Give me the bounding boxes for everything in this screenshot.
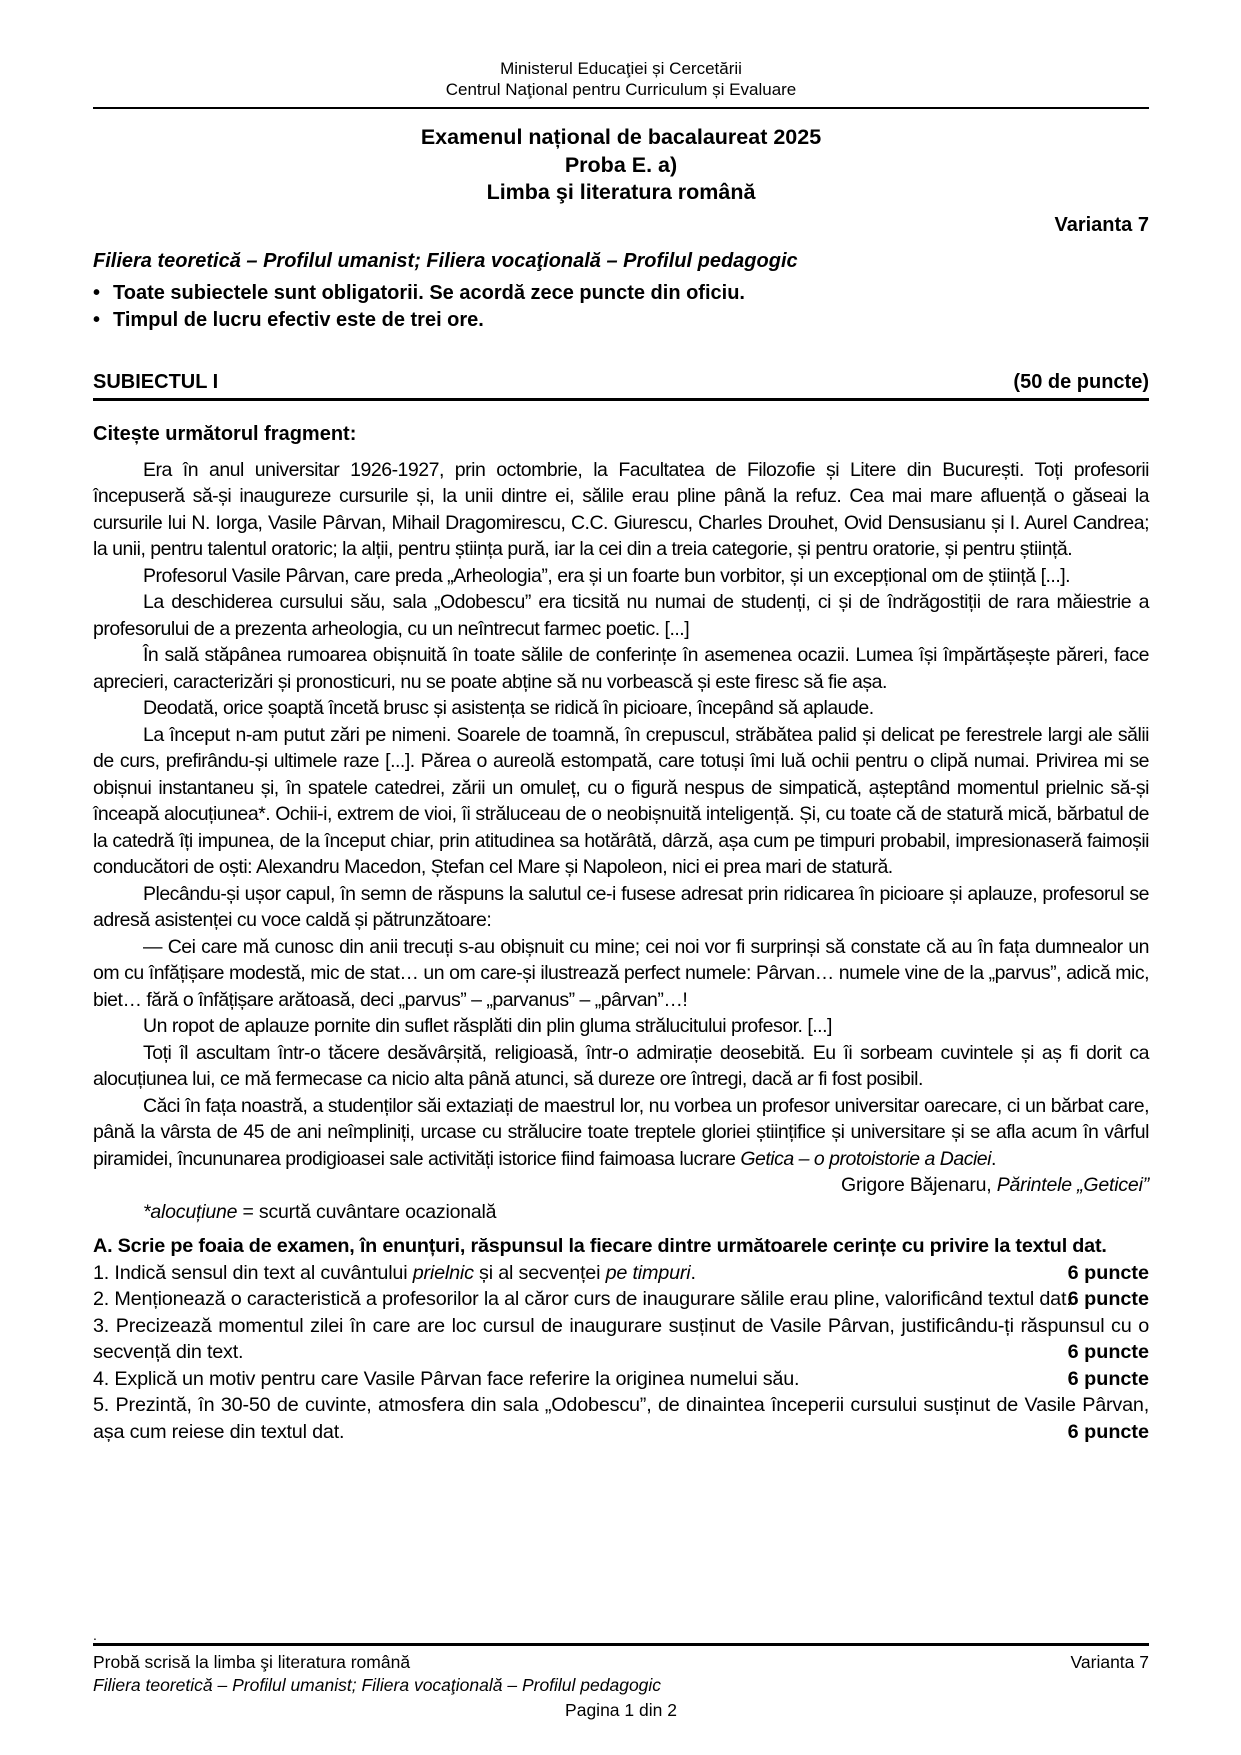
subject-heading: SUBIECTUL I xyxy=(93,370,219,393)
question-3-points: 6 puncte xyxy=(1067,1341,1149,1363)
footer-dot: . xyxy=(93,1627,97,1643)
rule-text: Toate subiectele sunt obligatorii. Se acordă zece puncte din oficiu. xyxy=(113,281,745,304)
filiera-line: Filiera teoretică – Profilul umanist; Filiera vocaţională – Profilul pedagogic xyxy=(93,249,798,272)
rule-text: Timpul de lucru efectiv este de trei ore. xyxy=(113,308,484,331)
fragment-paragraph: La deschiderea cursului său, sala „Odobescu” era ticsită nu numai de studenți, ci și de îndrăgostiții de rara măiestrie a profesorului de a prezenta arheologia, cu un neîntrecut farmec poetic. [...] xyxy=(93,591,1149,640)
national-center-line: Centrul Naţional pentru Curriculum și Evaluare xyxy=(445,80,797,99)
bullet-icon: • xyxy=(93,308,101,331)
variant-label: Varianta 7 xyxy=(1054,213,1149,236)
fragment-paragraph xyxy=(93,1093,1149,1173)
question-3-text: 3. Precizează momentul zilei în care are loc cursul de inaugurare susținut de Vasile Pârvan, justificându-ți răspunsul cu o secvență din text. xyxy=(93,1314,1149,1363)
question-1-text: 1. Indică sensul din text al cuvântului xyxy=(93,1261,413,1284)
question-5-points: 6 puncte xyxy=(1067,1420,1149,1443)
question-3 xyxy=(93,1313,1149,1366)
fragment-paragraph: Un ropot de aplauze pornite din suflet răsplăti din plin gluma strălucitului profesor. [...] xyxy=(143,1015,832,1037)
institution-header xyxy=(93,58,1149,109)
question-4-points: 6 puncte xyxy=(1067,1367,1149,1390)
question-2-points: 6 puncte xyxy=(1067,1288,1149,1310)
question-2-text: 2. Menționează o caracteristică a profesorilor la al căror curs de inaugurare sălile erau pline, valorificând textul dat. xyxy=(93,1288,1072,1310)
exam-probe: Proba E. a) xyxy=(564,152,678,177)
footnote xyxy=(93,1199,1149,1226)
question-1-term: prielnic xyxy=(412,1261,474,1284)
question-1-text: . xyxy=(690,1261,696,1284)
subject-points: (50 de puncte) xyxy=(1013,370,1149,393)
question-1 xyxy=(93,1260,1149,1287)
question-4-text: 4. Explică un motiv pentru care Vasile Pârvan face referire la originea numelui său. xyxy=(93,1367,800,1390)
fragment-paragraph: Plecându-și ușor capul, în semn de răspuns la salutul ce-i fusese adresat prin ridicarea în picioare și aplauze, profesorul se adresă asistenței cu voce caldă și pătrunzătoare: xyxy=(93,882,1149,931)
fragment-paragraph-lead: Căci în fața noastră, a studenților săi extaziați de maestrul lor, nu vorbea un profesor universitar oarecare, ci un bărbat care, până la vârsta de 45 de ani neîmpliniți, urcase cu strălucire toate treptele gloriei științifice și universitare și se afla acum în vârful piramidei, încununarea prodigioasei sale activități istorice fiind faimoasa lucrare xyxy=(93,1094,1149,1170)
attribution xyxy=(93,1172,1149,1199)
work-title: Getica – o protoistorie a Daciei xyxy=(740,1147,991,1170)
author-name: Grigore Băjenaru, xyxy=(841,1174,997,1196)
fragment-paragraph: Toți îl ascultam într-o tăcere desăvârșită, religioasă, într-o admirație deosebită. Eu îi sorbeam cuvintele și aș fi dorit ca alocuțiunea lui, ce mă fermecase ca nicio alta până atunci, să dureze ore întregi, dacă ar fi fost posibil. xyxy=(93,1041,1149,1090)
ministry-line: Ministerul Educaţiei și Cercetării xyxy=(500,59,742,78)
footer-rule xyxy=(93,1643,1149,1646)
question-1-term: pe timpuri xyxy=(605,1261,691,1284)
subject-heading-row xyxy=(93,370,1149,401)
fragment-paragraph: Deodată, orice șoaptă încetă brusc și asistența se ridică în picioare, începând să aplaude. xyxy=(143,697,874,719)
rule-item xyxy=(93,280,1149,307)
fragment-paragraph-tail: . xyxy=(991,1147,996,1170)
fragment-paragraph: La început n-am putut zări pe nimeni. Soarele de toamnă, în crepuscul, străbătea palid și delicat pe ferestrele largi ale sălii de curs, prefirându-și ultimele raze [...]. Părea o aureolă estompată, care totuși îmi luă ochii pentru o clipă numai. Privirea mi se obișnui instantaneu și, în spatele catedrei, zării un omuleț, cu o figură nespus de simpatică, așteptând momentul prielnic să-și înceapă alocuțiunea*. Ochii-i, extrem de vioi, îi străluceau de o neobișnuită inteligență. Și, cu toate că de statură mică, bărbatul de la catedră îți impunea, de la început chiar, prin atitudinea sa hotărâtă, dârză, așa cum pe timpuri probabil, impresionaseră faimoșii conducători de oști: Alexandru Macedon, Ștefan cel Mare și Napoleon, nici ei prea mari de statură. xyxy=(93,723,1149,878)
footnote-term: *alocuțiune xyxy=(143,1200,238,1223)
footer-exam-name: Probă scrisă la limba şi literatura română xyxy=(93,1652,411,1672)
fragment-paragraph: — Cei care mă cunosc din anii trecuți s-au obișnuit cu mine; cei noi vor fi surprinși să constate că au în fața dumnealor un om cu înfățișare modestă, mic de stat… un om care-și ilustrează perfect numele: Pârvan… numele vine de la „parvus”, adică mic, biet… fără o înfățișare arătoasă, deci „parvus” – „parvanus” – „pârvan”…! xyxy=(93,935,1149,1011)
general-rules xyxy=(93,280,1149,334)
footer-row xyxy=(93,1651,1149,1674)
read-instruction: Citește următorul fragment: xyxy=(93,422,357,445)
page-number: Pagina 1 din 2 xyxy=(565,1700,677,1720)
exam-subject: Limba şi literatura română xyxy=(486,180,756,204)
section-a-heading: A. Scrie pe foaia de examen, în enunțuri, răspunsul la fiecare dintre următoarele cerințe cu privire la textul dat. xyxy=(93,1235,1107,1257)
footer-variant: Varianta 7 xyxy=(1070,1652,1149,1672)
question-5 xyxy=(93,1392,1149,1445)
fragment-paragraph: Profesorul Vasile Pârvan, care preda „Arheologia”, era și un foarte bun vorbitor, și un excepțional om de știință [...]. xyxy=(143,564,1071,587)
footer-filiera: Filiera teoretică – Profilul umanist; Filiera vocaţională – Profilul pedagogic xyxy=(93,1675,662,1695)
question-4 xyxy=(93,1366,1149,1393)
question-1-text: și al secvenței xyxy=(473,1261,606,1284)
footnote-definition: = scurtă cuvântare ocazională xyxy=(237,1200,497,1223)
page-footer xyxy=(93,1629,1149,1722)
bullet-icon: • xyxy=(93,281,101,304)
question-5-text: 5. Prezintă, în 30-50 de cuvinte, atmosfera din sala „Odobescu”, de dinaintea începerii cursului susținut de Vasile Pârvan, așa cum reiese din textul dat. xyxy=(93,1394,1149,1443)
rule-item xyxy=(93,307,1149,334)
fragment-paragraph: În sală stăpânea rumoarea obișnuită în toate sălile de conferințe în asemenea ocazii. Lumea își împărtășește păreri, face aprecieri, caracterizări și pronosticuri, nu se poate abține să nu vorbească și este firesc să fie așa. xyxy=(93,644,1149,693)
fragment-paragraph: Era în anul universitar 1926-1927, prin octombrie, la Facultatea de Filozofie și Litere din București. Toți profesorii începuseră să-și inaugureze cursurile și, la unii dintre ei, sălile erau pline până la refuz. Cea mai mare afluență o găseai la cursurile lui N. Iorga, Vasile Pârvan, Mihail Dragomirescu, C.C. Giurescu, Charles Drouhet, Ovid Densusianu și I. Aurel Candrea; la unii, pentru talentul oratoric; la alții, pentru știința pură, iar la cei din a treia categorie, și pentru oratorie, și pentru știință. xyxy=(93,458,1149,560)
question-1-points: 6 puncte xyxy=(1067,1261,1149,1284)
source-title: Părintele „Geticei” xyxy=(996,1174,1149,1196)
question-2 xyxy=(93,1286,1149,1313)
exam-title-block xyxy=(93,124,1149,207)
fragment-text xyxy=(93,457,1149,1226)
exam-title: Examenul național de bacalaureat 2025 xyxy=(420,125,822,149)
